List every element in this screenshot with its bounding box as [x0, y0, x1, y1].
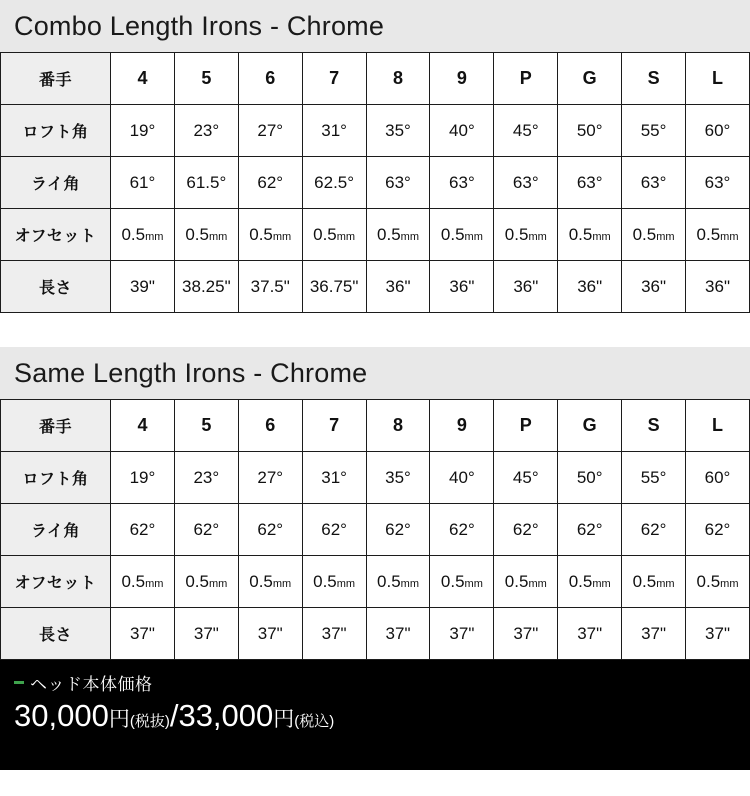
section-spacer: [0, 313, 750, 347]
cell-value: 31°: [302, 452, 366, 504]
cell-value: 45°: [494, 105, 558, 157]
cell-value: 37": [558, 608, 622, 660]
row-header-loft: ロフト角: [1, 452, 111, 504]
cell-value: 19°: [111, 452, 175, 504]
cell-value: 62°: [111, 504, 175, 556]
cell-value: [430, 556, 494, 608]
cell-value: 40°: [430, 452, 494, 504]
cell-value: 63°: [494, 157, 558, 209]
cell-value: 62°: [174, 504, 238, 556]
cell-value: 50°: [558, 452, 622, 504]
cell-value: [302, 556, 366, 608]
cell-value: 37": [174, 608, 238, 660]
cell-value: 35°: [366, 105, 430, 157]
column-header: 8: [366, 400, 430, 452]
cell-value: 37": [494, 608, 558, 660]
cell-value: 62°: [686, 504, 750, 556]
cell-value: 37": [430, 608, 494, 660]
cell-value: 36.75": [302, 261, 366, 313]
cell-number: 0.5: [504, 571, 529, 591]
price-block: [0, 660, 750, 770]
table-row: [1, 504, 750, 556]
column-header: 4: [111, 400, 175, 452]
column-header: 5: [174, 53, 238, 105]
cell-value: [174, 556, 238, 608]
cell-value: [366, 209, 430, 261]
cell-value: 62°: [622, 504, 686, 556]
cell-value: [174, 209, 238, 261]
cell-value: 40°: [430, 105, 494, 157]
cell-value: 36": [494, 261, 558, 313]
column-header: S: [622, 400, 686, 452]
price-label-row: [14, 670, 750, 695]
cell-number: 0.5: [377, 224, 401, 244]
cell-value: 62°: [238, 157, 302, 209]
cell-value: 39": [111, 261, 175, 313]
row-header-length: 長さ: [1, 608, 111, 660]
cell-number: 0.5: [121, 571, 146, 591]
cell-unit: mm: [464, 230, 483, 243]
cell-number: 0.5: [696, 571, 721, 591]
cell-value: 37": [622, 608, 686, 660]
cell-value: [430, 209, 494, 261]
cell-value: 63°: [622, 157, 686, 209]
row-header-offset: オフセット: [1, 556, 111, 608]
column-header: P: [494, 400, 558, 452]
cell-value: 37": [366, 608, 430, 660]
cell-value: 37": [238, 608, 302, 660]
cell-value: 23°: [174, 105, 238, 157]
cell-unit: mm: [720, 577, 739, 590]
cell-number: 0.5: [568, 571, 593, 591]
table-row: [1, 261, 750, 313]
column-header: 9: [430, 53, 494, 105]
cell-unit: mm: [208, 577, 228, 590]
cell-value: [558, 209, 622, 261]
column-header: 7: [302, 53, 366, 105]
price-excl-tax-number: 30,000: [14, 698, 109, 733]
cell-number: 0.5: [377, 571, 401, 591]
price-separator: /: [169, 698, 179, 733]
column-header: G: [558, 53, 622, 105]
cell-unit: mm: [400, 577, 419, 590]
cell-value: 50°: [558, 105, 622, 157]
price-amount: [14, 697, 750, 736]
section-heading-combo-length: [0, 0, 750, 52]
cell-value: 63°: [686, 157, 750, 209]
price-label: ヘッド本体価格: [30, 675, 153, 694]
cell-value: 63°: [430, 157, 494, 209]
column-header: S: [622, 53, 686, 105]
cell-value: [622, 556, 686, 608]
cell-number: 0.5: [121, 224, 146, 244]
cell-unit: mm: [145, 577, 164, 590]
cell-value: 31°: [302, 105, 366, 157]
cell-value: [558, 556, 622, 608]
cell-unit: mm: [592, 577, 611, 590]
row-header-lie: ライ角: [1, 504, 111, 556]
cell-number: 0.5: [249, 224, 273, 244]
cell-value: 62.5°: [302, 157, 366, 209]
cell-value: 63°: [558, 157, 622, 209]
cell-unit: mm: [145, 230, 164, 243]
spec-table-same-length: [0, 399, 750, 660]
cell-unit: mm: [720, 230, 739, 243]
cell-unit: mm: [272, 577, 292, 590]
cell-number: 0.5: [249, 571, 273, 591]
cell-unit: mm: [656, 577, 675, 590]
cell-value: 62°: [238, 504, 302, 556]
cell-number: 0.5: [185, 224, 209, 244]
column-header: 6: [238, 400, 302, 452]
cell-value: 37": [302, 608, 366, 660]
cell-number: 0.5: [185, 571, 209, 591]
dash-icon: [14, 681, 24, 684]
cell-value: [494, 556, 558, 608]
row-header-lie: ライ角: [1, 157, 111, 209]
row-header-offset: オフセット: [1, 209, 111, 261]
cell-value: 36": [686, 261, 750, 313]
cell-number: 0.5: [440, 224, 465, 244]
cell-value: 36": [366, 261, 430, 313]
cell-value: 61.5°: [174, 157, 238, 209]
cell-value: 62°: [366, 504, 430, 556]
cell-value: 62°: [558, 504, 622, 556]
column-header: 7: [302, 400, 366, 452]
yen-symbol: 円: [273, 708, 295, 731]
row-header-length: 長さ: [1, 261, 111, 313]
cell-value: 38.25": [174, 261, 238, 313]
cell-value: 36": [622, 261, 686, 313]
cell-value: 37": [686, 608, 750, 660]
cell-value: [238, 556, 302, 608]
cell-value: 62°: [494, 504, 558, 556]
row-header-loft: ロフト角: [1, 105, 111, 157]
cell-unit: mm: [400, 230, 419, 243]
column-header: 6: [238, 53, 302, 105]
cell-unit: mm: [464, 577, 483, 590]
column-header: 5: [174, 400, 238, 452]
column-header: 4: [111, 53, 175, 105]
column-header: G: [558, 400, 622, 452]
cell-unit: mm: [208, 230, 228, 243]
cell-value: 19°: [111, 105, 175, 157]
cell-number: 0.5: [632, 571, 657, 591]
price-incl-tax-note: (税込): [294, 713, 335, 730]
cell-value: 36": [558, 261, 622, 313]
section-title: Same Length Irons - Chrome: [14, 357, 368, 388]
cell-unit: mm: [528, 577, 547, 590]
cell-value: [111, 209, 175, 261]
cell-value: [622, 209, 686, 261]
cell-value: 36": [430, 261, 494, 313]
cell-number: 0.5: [313, 224, 337, 244]
table-row: [1, 556, 750, 608]
cell-number: 0.5: [440, 571, 465, 591]
cell-value: 62°: [302, 504, 366, 556]
cell-number: 0.5: [313, 571, 337, 591]
cell-unit: mm: [336, 577, 356, 590]
table-row-header: [1, 53, 750, 105]
cell-value: [302, 209, 366, 261]
table-row: [1, 452, 750, 504]
cell-value: [494, 209, 558, 261]
row-header-club-number: 番手: [1, 53, 111, 105]
column-header: L: [686, 400, 750, 452]
cell-number: 0.5: [568, 224, 593, 244]
cell-value: 23°: [174, 452, 238, 504]
table-row: [1, 105, 750, 157]
price-excl-tax-note: (税抜): [129, 713, 170, 730]
cell-value: 27°: [238, 452, 302, 504]
cell-unit: mm: [656, 230, 675, 243]
cell-unit: mm: [592, 230, 611, 243]
yen-symbol: 円: [108, 708, 130, 731]
table-row: [1, 608, 750, 660]
cell-value: 27°: [238, 105, 302, 157]
cell-value: 55°: [622, 452, 686, 504]
cell-value: 55°: [622, 105, 686, 157]
spec-table-combo-length: [0, 52, 750, 313]
row-header-club-number: 番手: [1, 400, 111, 452]
cell-unit: mm: [528, 230, 547, 243]
column-header: P: [494, 53, 558, 105]
cell-value: [111, 556, 175, 608]
column-header: L: [686, 53, 750, 105]
cell-value: 61°: [111, 157, 175, 209]
cell-value: 37": [111, 608, 175, 660]
cell-value: 37.5": [238, 261, 302, 313]
cell-value: [686, 556, 750, 608]
cell-value: [686, 209, 750, 261]
cell-value: 63°: [366, 157, 430, 209]
section-title: Combo Length Irons - Chrome: [14, 10, 385, 41]
column-header: 8: [366, 53, 430, 105]
price-incl-tax-number: 33,000: [178, 698, 274, 733]
cell-value: 45°: [494, 452, 558, 504]
cell-value: [366, 556, 430, 608]
cell-unit: mm: [336, 230, 356, 243]
cell-value: [238, 209, 302, 261]
cell-value: 62°: [430, 504, 494, 556]
section-heading-same-length: [0, 347, 750, 399]
table-row-header: [1, 400, 750, 452]
column-header: 9: [430, 400, 494, 452]
table-row: [1, 157, 750, 209]
table-row: [1, 209, 750, 261]
cell-value: 35°: [366, 452, 430, 504]
cell-number: 0.5: [632, 224, 657, 244]
cell-number: 0.5: [696, 224, 721, 244]
cell-value: 60°: [686, 452, 750, 504]
cell-number: 0.5: [504, 224, 529, 244]
cell-unit: mm: [272, 230, 292, 243]
cell-value: 60°: [686, 105, 750, 157]
